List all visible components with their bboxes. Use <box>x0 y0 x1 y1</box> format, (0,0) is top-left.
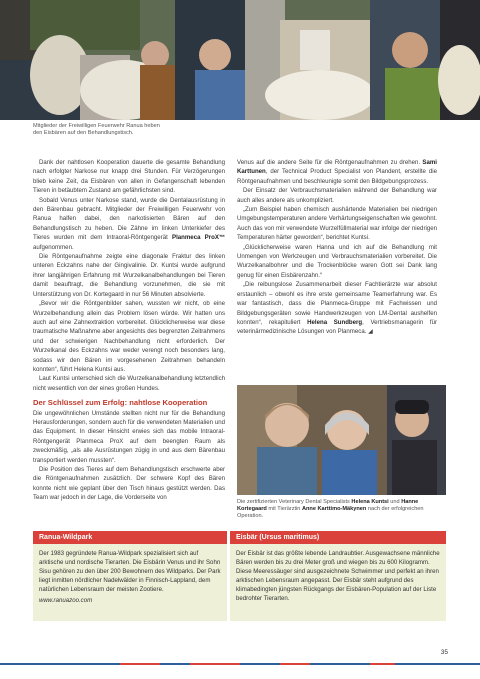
eisbaer-box <box>230 531 446 621</box>
box-text: Der 1983 gegründete Ranua-Wildpark spezialisiert sich auf arktische und nordische Tierarten. Die Eisbärin Venus und ihr Sohn Sisu gehören zu den über 200 Bewohnern des Wildparks. Der Park liegt inmitten nördlicher Nadelwälder in Finnisch-Lappland, dem natürlichen Lebensraum der meisten Zootiere. <box>39 550 221 593</box>
top-photo-caption <box>33 123 233 137</box>
paragraph: „Glücklicherweise waren Hanna und ich auf die Behandlung mit Unmengen von Werkzeugen und Verbrauchsmaterialien vorbereitet. Die Wurzelkanalbohrer und die Trockenblöcke waren Gott sei Dank lang genug für einen Eisbärenzahn.“ <box>237 243 437 279</box>
paragraph-text: , der Technical Product Specialist von Plandent, erstellte die Röntgenaufnahmen und beschleunigte somit den Bildgebungsprozess. <box>237 168 437 185</box>
section-heading: Der Schlüssel zum Erfolg: nahtlose Kooperation <box>33 398 208 408</box>
paragraph <box>237 158 437 186</box>
person-name: Anne Karttimo-Mäkynen <box>301 506 367 512</box>
box-body <box>230 544 446 621</box>
caption-line: den Eisbären auf den Behandlungstisch. <box>33 130 134 136</box>
caption-line: Mitglieder der Freiwilligen Feuerwehr Ranua heben <box>33 123 160 129</box>
paragraph-text: , Vertriebsmanagerin für veterinärmedizinische Lösungen von Planmeca. <box>237 318 437 336</box>
paragraph: Die Röntgenaufnahme zeigte eine diagonale Fraktur des linken unteren Eckzahns nahe der Gingivalinie. Dr. Kuntsi wurde aufgrund ihrer langjährigen Erfahrung mit Wurzelkanalbehandlungen bei Tieren damit beauftragt, die Behandlung vorzunehmen, die sie mit Unterstützung von Dr. Kortegaard in nur 56 Minuten absolvierte. <box>33 253 225 298</box>
person-name: Hanne Kortegaard <box>237 499 419 512</box>
paragraph: Die Position des Tieres auf dem Behandlungstisch erschwerte aber die Röntgenaufnahmen zusätzlich. Der schwere Kopf des Bären konnte nicht wie geplant über den Tisch hinaus gestützt werden. Das Team war jedoch in der Lage, die Vorderseite von <box>33 466 225 502</box>
left-column <box>33 158 225 503</box>
person-name: Sami Karttunen <box>237 159 437 176</box>
website-link[interactable]: www.ranuazoo.com <box>39 597 93 604</box>
box-text: Der Eisbär ist das größte lebende Landraubtier. Ausgewachsene männliche Bären werden bis zu drei Meter groß und wiegen bis zu 600 Kilogramm. Diese Meeressäuger sind ausgezeichnete Schwimmer und perfekt an ihren arktischen Lebensraum angepasst. Der Eisbär steht aufgrund des klimabedingten jüngsten Rückgangs der Eisbären-Population auf der Liste bedrohter Tierarten. <box>236 550 440 602</box>
paragraph-text: Venus auf die andere Seite für die Röntgenaufnahmen zu drehen. <box>237 159 421 166</box>
product-name: Planmeca ProX™ <box>172 234 225 242</box>
end-mark-icon: ◢ <box>368 329 373 336</box>
caption-text: und <box>388 499 402 505</box>
right-column <box>237 158 437 338</box>
paragraph: „Bevor wir die Röntgenbilder sahen, wussten wir nicht, ob eine Wurzelbehandlung allein das Problem lösen würde. Wir hatten uns auch auf eine Zahnextraktion vorbereitet. Glücklicherweise war diese traumatische Maßnahme aber angesichts des begrenzten Zeitrahmens und der schwierigen Nachbehandlung nicht erforderlich. Der Wurzelkanal des Eckzahns war weder verengt noch besonders lang, sodass wir den Bären im vorgesehenen Zeitrahmen behandeln konnten“, führt Helena Kuntsi aus. <box>33 300 225 373</box>
paragraph-text: aufgenommen. <box>33 243 74 251</box>
caption-text: mit Tierärztin <box>266 506 302 512</box>
caption-text: Die zertifizierten Veterinary Dental Specialists <box>237 499 352 505</box>
paragraph: Laut Kuntsi unterschied sich die Wurzelkanalbehandlung letztendlich nicht wesentlich von der eines großen Hundes. <box>33 375 225 392</box>
paragraph: Dank der nahtlosen Kooperation dauerte die gesamte Behandlung nach erfolgter Narkose nur knapp drei Stunden. Für Verzögerungen blieb keine Zeit, da Eisbären von allen in Gefangenschaft lebenden Tieren in betäubtem Zustand am gefährlichsten sind. <box>33 159 225 195</box>
paragraph: Der Einsatz der Verbrauchsmaterialien während der Behandlung war auch alles andere als unkompliziert. <box>237 187 437 204</box>
paragraph-text: „Die reibungslose Zusammenarbeit dieser Fachtierärzte war absolut erstaunlich – obwohl es ihre erste gemeinsame Teamerfahrung war. Es war fantastisch, dass die Planmeca-Gruppe mit Fachwissen und Bildgebungsgeräten sowie Handwerkzeugen von LM-Dental aushelfen konnten“, rekapituliert <box>237 281 437 326</box>
paragraph <box>33 196 225 252</box>
person-name: Helena Kuntsi <box>351 499 389 505</box>
box-title: Eisbär (Ursus maritimus) <box>230 531 446 544</box>
paragraph-text: Sobald Venus unter Narkose stand, wurde die Dentalausrüstung in den Bärenbau gebracht. Mitglieder der Freiwilligen Feuerwehr von Ranua halfen dabei, den narkotisierten Bären auf den Behandlungstisch zu heben. Die Zähne im linken Unterkiefer des Tieres wurden mit dem Intraoral-Röntgengerät <box>33 196 225 242</box>
person-name: Helena Sundberg <box>307 318 363 326</box>
box-body <box>33 544 227 621</box>
paragraph <box>237 280 437 337</box>
team-photo-caption <box>237 499 447 520</box>
decorative-stripe <box>0 653 480 657</box>
box-title: Ranua-Wildpark <box>33 531 227 544</box>
paragraph: Die ungewöhnlichen Umstände stellten nicht nur für die Behandlung Herausforderungen, sondern auch für die verwendeten Materialien und das Equipment. In dieser Hinsicht erwies sich das mobile Intraoral-Röntgengerät Planmeca ProX auf dem beengten Raum als zweckmäßig, „als alle Ausrüstungen zügig in und aus dem Bärenbau transportiert werden mussten“. <box>33 409 225 464</box>
top-photo <box>0 0 480 120</box>
team-photo <box>237 385 446 495</box>
ranua-wildpark-box <box>33 531 227 621</box>
paragraph: „Zum Beispiel haben chemisch aushärtende Materialien bei niedrigen Umgebungstemperaturen andere Verhärtungseigenschaften wie gewohnt. Auch das von mir verwendete Wurzelfüllmaterial war infolge der niedrigen Temperaturen härter geworden“, berichtet Kuntsi. <box>237 206 437 242</box>
page-number: 35 <box>440 649 448 656</box>
caption-text: nach der erfolgreichen Operation. <box>237 506 424 519</box>
